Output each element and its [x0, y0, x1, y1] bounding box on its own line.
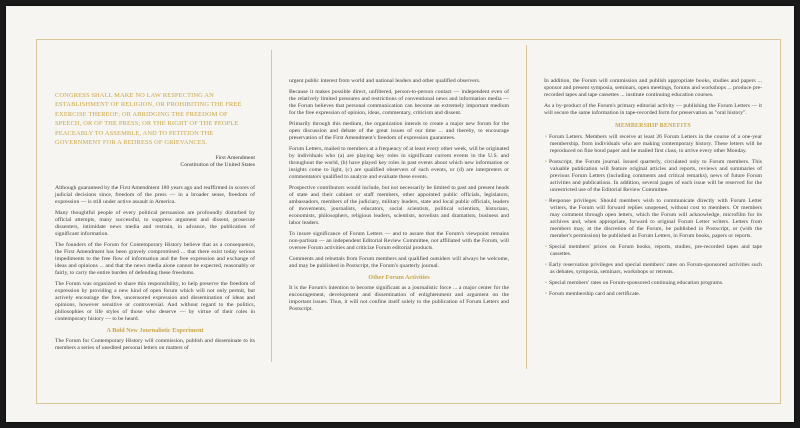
- benefit-item: • Response privileges. Should members wish to communicate directly with Forum Letter writers, the Forum will forward replies unopened, without cost to members. Or members may comment through open letters, which the Forum will acknowledge, microfilm for its archives and, when appropriate, forward to original Forum Letter writers. Letters from members may, at the discretion of the Forum, be published in Postscript, or (with the member's permission) be published as Forum Letters, in Forum books, papers or reports.: [544, 198, 762, 240]
- quote-attribution-line1: First Amendment: [215, 155, 255, 162]
- quote-attribution-line2: Constitution of the United States: [180, 162, 255, 169]
- paragraph: Prospective contributors would include, but not necessarily be limited to past and present heads of state and their cabinet or staff members, other appointed public officials, legislators, ambassadors, members of the judiciary, military leaders, state and local public officials, leaders of movements, journalists, educators, social scientists, political scientists, historians, economists, philosophers, religious leaders, scientists, novelists and dramatists, business and labor leaders.: [289, 185, 509, 226]
- section-heading-other-activities: Other Forum Activities: [368, 274, 430, 281]
- benefit-item: • Special members' rates on Forum-sponsored continuing education programs.: [544, 280, 762, 287]
- document-sheet: [6, 6, 794, 422]
- paragraph: To insure significance of Forum Letters — and to assure that the Forum's viewpoint remains non-partisan — an independent Editorial Review Committee, not affiliated with the Forum, will oversee Forum activities and criticize Forum editorial products.: [289, 231, 509, 251]
- benefit-item: • Forum membership card and certificate.: [544, 291, 762, 298]
- benefit-item: • Early reservation privileges and special members' rates on Forum-sponsored activities such as debates, symposia, seminars, workshops or retreats.: [544, 262, 762, 276]
- column-divider-left: [271, 50, 272, 362]
- column-divider-right: [526, 45, 527, 369]
- page-frame: [36, 39, 781, 404]
- paragraph: As a by-product of the Forum's primary editorial activity — publishing the Forum Letters — it will secure the same information in tape-recorded form for preservation as "oral history".: [544, 103, 762, 116]
- paragraph: The Forum was organized to share this responsibility, to help preserve the freedom of expression by providing a new kind of open forum which will not only permit, but actively encourage the free, uncensored expression and dissemination of ideas and opinions, however sensitive or controversial. And without regard to the politics, philosophies or life styles of those who deserve — by virtue of their roles in contemporary history — to be heard.: [55, 281, 255, 323]
- paragraph: In addition, the Forum will commission and publish appropriate books, studies and papers ... sponsor and present symposia, seminars, open meetings, forums and workshops ... produce pre-recorded tapes and tape cassettes ... institute continuing education courses.: [544, 78, 762, 98]
- paragraph: The Forum for Contemporary History will commission, publish and disseminate to its members a series of unedited personal letters on matters of: [55, 338, 255, 352]
- paragraph: The founders of the Forum for Contemporary History believe that as a consequence, the First Amendment has been gravely compromised ... that there exist today serious impediments to the free flow of information and the free expression and exchange of ideas and opinions ... and that the news media alone cannot be expected, reasonably or fairly, to carry the entire burden of defending these freedoms.: [55, 242, 255, 277]
- benefit-item: • Forum Letters. Members will receive at least 26 Forum Letters in the course of a one-year membership, from individuals who are making contemporary history. These letters will be reproduced on fine bond paper and be mailed first class, to arrive every other Monday.: [544, 134, 762, 155]
- paragraph: Although guaranteed by the First Amendment 180 years ago and reaffirmed in scores of judicial decisions since, freedom of the press — in a broader sense, freedom of expression — is still under active assault in America.: [55, 185, 256, 206]
- first-amendment-quote: CONGRESS SHALL MAKE NO LAW RESPECTING AN ESTABLISHMENT OF RELIGION, OR PROHIBITING THE FREE EXERCISE THEREOF; OR ABRIDGING THE FREEDOM OF SPEECH, OR OF THE PRESS; OR THE RIGHT OF THE PEOPLE PEACEABLY TO ASSEMBLE, AND TO PETITION THE GOVERNMENT FOR A REDRESS OF GRIEVANCES.: [55, 92, 242, 147]
- section-heading-experiment: A Bold New Journalistic Experiment: [106, 327, 204, 335]
- benefit-item: • Special members' prices on Forum books, reports, studies, pre-recorded tapes and tape cassettes.: [544, 244, 762, 258]
- column-middle: [279, 40, 519, 403]
- paragraph: Primarily through this medium, the organization intends to create a major new forum for the open discussion and debate of the great issues of our time ... and thereby, to encourage preservation of the First Amendment's freedom of expression guarantees.: [289, 121, 509, 141]
- paragraph: Comments and rebuttals from Forum members and qualified outsiders will always be welcome, and may be published in Postscript, the Forum's quarterly journal.: [289, 256, 509, 269]
- paragraph: urgent public interest from world and national leaders and other qualified observers.: [289, 78, 481, 84]
- column-right: [534, 40, 772, 403]
- paragraph: Many thoughtful people of every political persuasion are profoundly disturbed by official attempts, many successful, to suppress argument and dissent, prosecute dissenters, intimidate news media and restrain, in advance, the publication of significant information.: [55, 210, 255, 238]
- section-heading-membership-benefits: MEMBERSHIP BENEFITS: [615, 123, 691, 129]
- column-left: [45, 40, 265, 403]
- paragraph: It is the Forum's intention to become significant as a journalistic force ... a major center for the encouragement, development and dissemination of enlightenment and argument on the important issues. Thus, it will not confine itself solely to the publication of Forum Letters and Postscript.: [289, 285, 509, 312]
- benefit-item: • Postscript, the Forum journal. Issued quarterly, circulated only to Forum members. This valuable publication will feature original articles and reports, reviews and summaries of previous Forum Letters (including comments and critical remarks), news of future Forum activities and publications. In addition, several pages of each issue will be reserved for the unrestricted use of the Editorial Review Committee.: [544, 159, 762, 194]
- paragraph: Because it makes possible direct, unfiltered, person-to-person contact — independent even of the relatively limited pressures and restrictions of conventional news and information media — the Forum believes that personal communication can become an extremely important medium for the free expression of opinion, ideas, commentary, criticism and dissent.: [289, 89, 509, 116]
- paragraph: Forum Letters, mailed to members at a frequency of at least every other week, will be originated by individuals who (a) are playing key roles in significant current events in the U.S. and throughout the world, (b) have played key roles in past events about which new information or insights come to light, (c) are qualified observers of such events, or (d) are interpreters or commentators qualified to analyze and evaluate these events.: [289, 146, 509, 180]
